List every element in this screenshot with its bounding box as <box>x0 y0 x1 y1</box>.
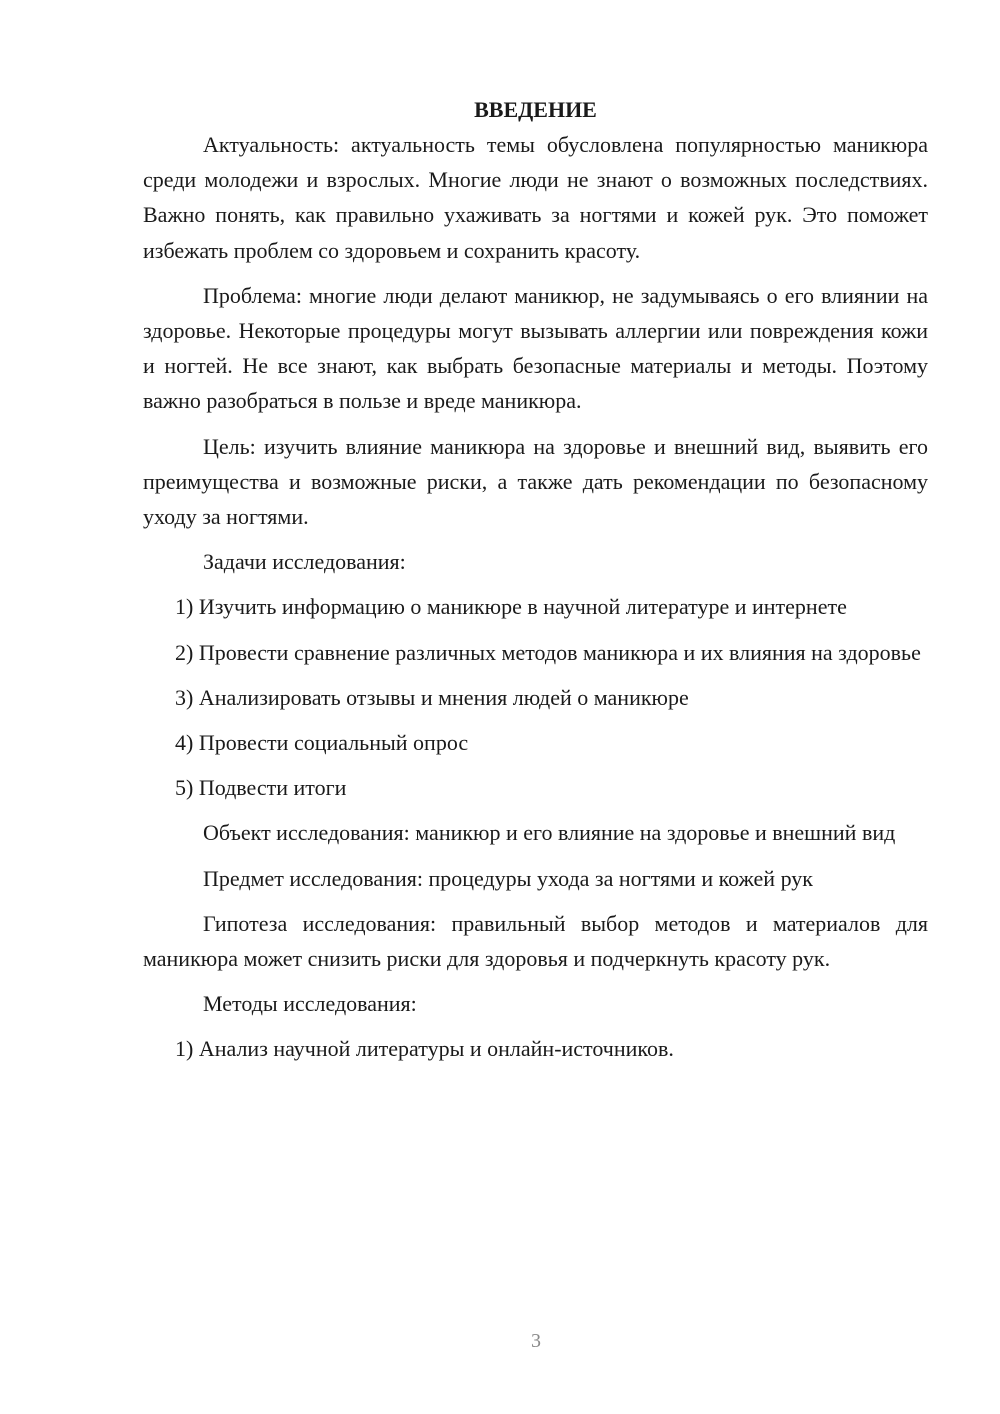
document-page <box>143 92 928 1077</box>
task-item: 5) Подвести итоги <box>175 775 347 801</box>
section-title: ВВЕДЕНИЕ <box>474 97 597 122</box>
task-item: 1) Изучить информацию о маникюре в научной литературе и интернете <box>175 594 847 620</box>
paragraph-goal: Цель: изучить влияние маникюра на здоровье и внешний вид, выявить его преимущества и возможные риски, а также дать рекомендации по безопасному уходу за ногтями. <box>143 433 928 530</box>
paragraph-hypothesis: Гипотеза исследования: правильный выбор методов и материалов для маникюра может снизить риски для здоровья и подчеркнуть красоту рук. <box>143 910 928 972</box>
page-number: 3 <box>531 1330 541 1352</box>
paragraph-subject: Предмет исследования: процедуры ухода за ногтями и кожей рук <box>203 865 813 891</box>
paragraph-problem: Проблема: многие люди делают маникюр, не задумываясь о его влиянии на здоровье. Некоторые процедуры могут вызывать аллергии или повреждения кожи и ногтей. Не все знают, как выбрать безопасные материалы и методы. Поэтому важно разобраться в пользе и вреде маникюра. <box>143 282 928 414</box>
tasks-heading: Задачи исследования: <box>203 549 406 575</box>
paragraph-relevance: Актуальность: актуальность темы обусловлена популярностью маникюра среди молодежи и взрослых. Многие люди не знают о возможных последствиях. Важно понять, как правильно ухаживать за ногтями и кожей рук. Это поможет избежать проблем со здоровьем и сохранить красоту. <box>143 132 928 263</box>
task-item: 2) Провести сравнение различных методов маникюра и их влияния на здоровье <box>175 639 921 665</box>
task-item: 3) Анализировать отзывы и мнения людей о маникюре <box>175 684 689 710</box>
task-item: 4) Провести социальный опрос <box>175 730 469 756</box>
methods-heading: Методы исследования: <box>203 991 417 1017</box>
method-item: 1) Анализ научной литературы и онлайн-источников. <box>175 1036 674 1062</box>
paragraph-object: Объект исследования: маникюр и его влияние на здоровье и внешний вид <box>203 820 896 846</box>
